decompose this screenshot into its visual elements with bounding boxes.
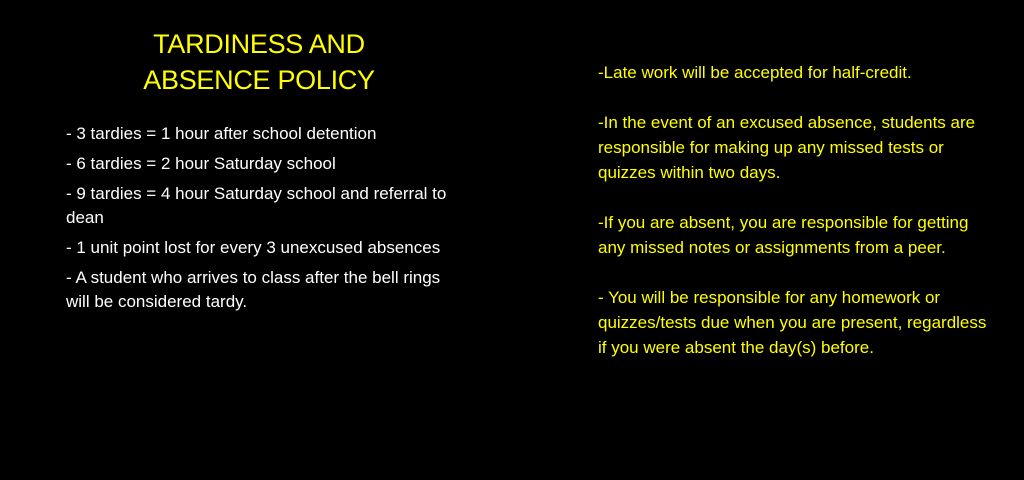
list-item: - A student who arrives to class after the bell rings will be considered tardy. xyxy=(66,268,441,311)
absence-policy-text xyxy=(598,60,988,385)
list-item: - 3 tardies = 1 hour after school detention xyxy=(66,124,377,143)
policy-paragraph: -If you are absent, you are responsible for getting any missed notes or assignments from a peer. xyxy=(598,213,969,257)
slide-title xyxy=(100,26,418,98)
list-item: - 6 tardies = 2 hour Saturday school xyxy=(66,154,336,173)
title-line-1: TARDINESS AND xyxy=(153,29,365,59)
policy-paragraph: - You will be responsible for any homework or quizzes/tests due when you are present, regardless if you were absent the day(s) before. xyxy=(598,288,987,357)
policy-paragraph: -In the event of an excused absence, students are responsible for making up any missed tests or quizzes within two days. xyxy=(598,113,976,182)
policy-paragraph: -Late work will be accepted for half-credit. xyxy=(598,63,912,82)
list-item: - 1 unit point lost for every 3 unexcused absences xyxy=(66,238,441,257)
tardy-policy-list xyxy=(66,122,466,320)
list-item: - 9 tardies = 4 hour Saturday school and referral to dean xyxy=(66,184,447,227)
title-line-2: ABSENCE POLICY xyxy=(143,65,375,95)
